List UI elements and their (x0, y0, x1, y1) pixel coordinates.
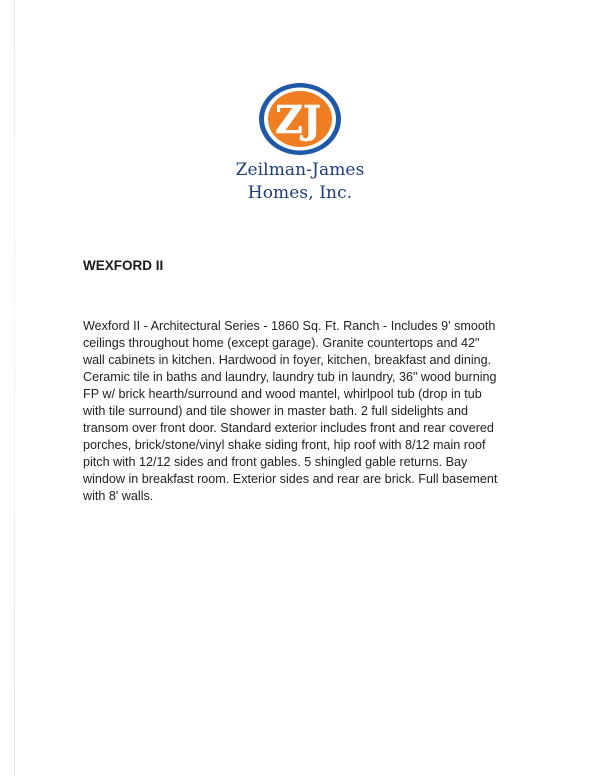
company-logo (0, 80, 600, 204)
logo-monogram: ZJ (275, 97, 321, 142)
company-name-line-1: Zeilman-James (235, 160, 365, 180)
zj-logo-icon (256, 80, 344, 158)
company-name-line-2: Homes, Inc. (247, 183, 353, 203)
document-title: WEXFORD II (83, 258, 164, 273)
model-description: Wexford II - Architectural Series - 1860 Sq. Ft. Ranch - Includes 9' smooth ceilings throughout home (except garage). Granite countertops and 42" wall cabinets in kitchen. Hardwood in foyer, kitchen, breakfast and dining. Ceramic tile in baths and laundry, laundry tub in laundry, 36" wood burning FP w/ brick hearth/surround and wood mantel, whirlpool tub (drop in tub with tile surround) and tile shower in master bath. 2 full sidelights and transom over front door. Standard exterior includes front and rear covered porches, brick/stone/vinyl shake siding front, hip roof with 8/12 main roof pitch with 12/12 sides and front gables. 5 shingled gable returns. Bay window in breakfast room. Exterior sides and rear are brick. Full basement with 8' walls. (83, 319, 498, 503)
